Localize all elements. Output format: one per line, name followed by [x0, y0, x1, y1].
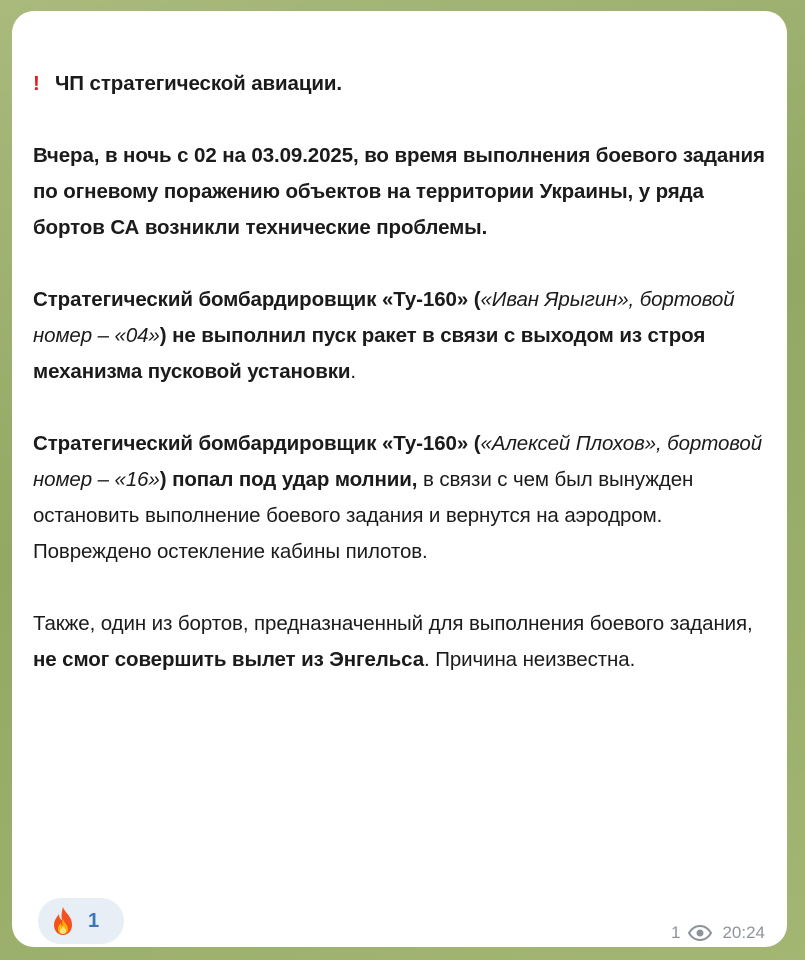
- reaction-count: 1: [88, 909, 100, 932]
- message-headline: ! ЧП стратегической авиации.: [33, 66, 768, 102]
- message-paragraph-2: Стратегический бомбардировщик «Ту-160» («Иван Ярыгин», бортовой номер – «04») не выполнил пуск ракет в связи с выходом из строя механизма пусковой установки.: [33, 288, 735, 383]
- message-paragraph-3: Стратегический бомбардировщик «Ту-160» («Алексей Плохов», бортовой номер – «16») попал под удар молнии, в связи с чем был вынужден остановить выполнение боевого задания и вернутся на аэродром. Повреждено остекление кабины пилотов.: [33, 432, 763, 563]
- aircraft-name: «Алексей Плохов», бортовой номер – «16»: [33, 432, 763, 491]
- aircraft-name: «Иван Ярыгин», бортовой номер – «04»: [33, 288, 735, 347]
- message-paragraph-4: Также, один из бортов, предназначенный для выполнения боевого задания, не смог совершить вылет из Энгельса. Причина неизвестна.: [33, 612, 753, 671]
- exclamation-icon: !: [33, 72, 40, 95]
- eye-icon: [688, 925, 712, 941]
- view-count: 1: [670, 923, 681, 942]
- message-time: 20:24: [722, 923, 765, 942]
- message-bubble: [12, 11, 787, 947]
- reaction-button[interactable]: [38, 898, 124, 944]
- message-meta: [671, 923, 765, 943]
- fire-icon: [50, 906, 76, 936]
- message-text: [33, 66, 768, 714]
- message-paragraph-1: Вчера, в ночь с 02 на 03.09.2025, во время выполнения боевого задания по огневому поражению объектов на территории Украины, у ряда бортов СА возникли технические проблемы.: [33, 144, 765, 239]
